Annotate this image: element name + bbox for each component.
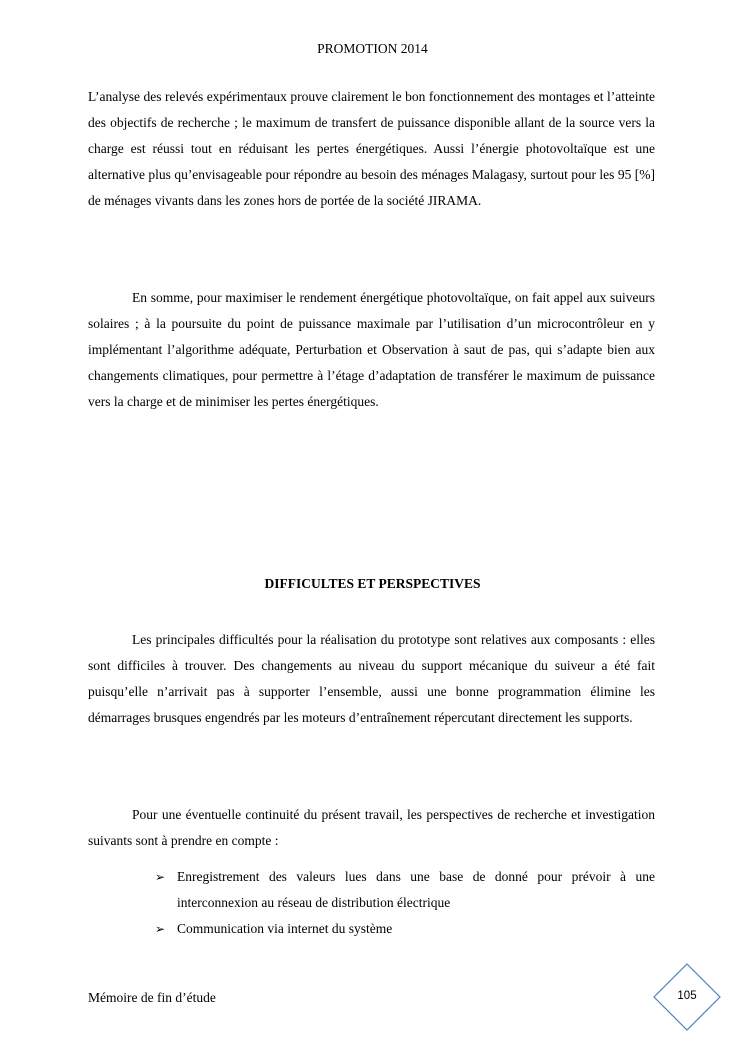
paragraph-difficulties: Les principales difficultés pour la réalisation du prototype sont relatives aux composants : elles sont difficiles à trouver. Des changements au niveau du support mécanique du suiveur a été fait puisqu’elle n’arrivait pas à supporter l’ensemble, aussi une bonne programmation élimine les démarrages brusques engendrés par les moteurs d’entraînement répercutant directement les supports. xyxy=(88,632,655,725)
paragraph-summary: En somme, pour maximiser le rendement énergétique photovoltaïque, on fait appel aux suiveurs solaires ; à la poursuite du point de puissance maximale par l’utilisation d’un microcontrôleur en y implémentant l’algorithme adéquate, Perturbation et Observation à saut de pas, qui s’adapte bien aux changements climatiques, pour permettre à l’étage d’adaptation de transférer le maximum de puissance vers la charge et de minimiser les pertes énergétiques. xyxy=(88,290,655,409)
page-header: PROMOTION 2014 xyxy=(317,41,428,56)
arrow-bullet-icon: ➢ xyxy=(155,870,166,884)
paragraph-analysis: L’analyse des relevés expérimentaux prouve clairement le bon fonctionnement des montages et l’atteinte des objectifs de recherche ; le maximum de transfert de puissance disponible allant de la source vers la charge est réussi tout en réduisant les pertes énergétiques. Aussi l’énergie photovoltaïque est une alternative plus qu’envisageable pour répondre au besoin des ménages Malagasy, surtout pour les 95 [%] de ménages vivants dans les zones hors de portée de la société JIRAMA. xyxy=(88,89,655,208)
list-item xyxy=(155,864,655,916)
list-item xyxy=(155,916,655,942)
list-item-text: Enregistrement des valeurs lues dans une base de donné pour prévoir à une interconnexion au réseau de distribution électrique xyxy=(177,869,655,910)
arrow-bullet-icon: ➢ xyxy=(155,922,166,936)
footer-text: Mémoire de fin d’étude xyxy=(88,990,216,1005)
paragraph-perspectives: Pour une éventuelle continuité du présent travail, les perspectives de recherche et investigation suivants sont à prendre en compte : xyxy=(88,807,655,848)
list-item-text: Communication via internet du système xyxy=(177,921,393,936)
page-number: 105 xyxy=(677,990,697,1002)
section-heading: DIFFICULTES ET PERSPECTIVES xyxy=(264,576,481,591)
perspectives-list xyxy=(155,864,655,942)
